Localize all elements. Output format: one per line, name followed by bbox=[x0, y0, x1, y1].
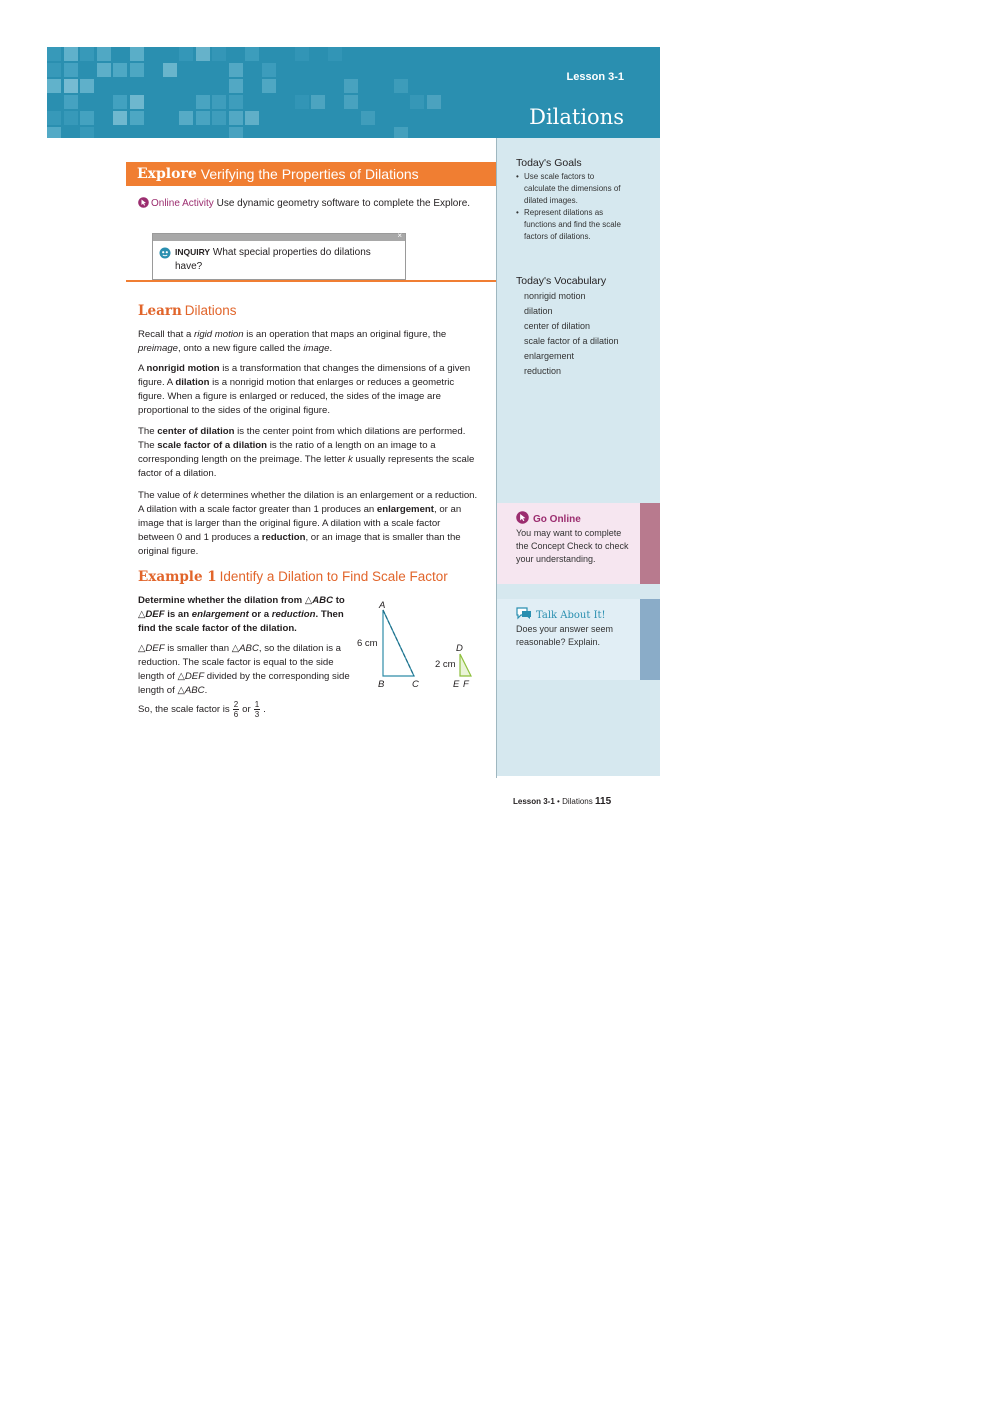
inquiry-label: INQUIRY bbox=[175, 247, 211, 257]
term-center-of-dilation: center of dilation bbox=[157, 426, 235, 437]
banner-tile bbox=[262, 63, 276, 77]
page-number: 115 bbox=[595, 796, 612, 807]
footer-lesson: Lesson 3-1 bbox=[513, 797, 555, 806]
term-nonrigid-motion: nonrigid motion bbox=[146, 363, 220, 374]
banner-tile bbox=[410, 95, 424, 109]
banner-tile bbox=[311, 95, 325, 109]
label-c: C bbox=[412, 679, 419, 690]
banner-tile bbox=[212, 111, 226, 125]
or-word: or bbox=[242, 703, 251, 715]
banner-tile bbox=[80, 111, 94, 125]
word-enlargement: enlargement bbox=[191, 609, 249, 620]
triangle-abc: △ABC bbox=[304, 595, 334, 606]
talk-about-it-callout bbox=[497, 599, 640, 680]
triangle-def: △DEF bbox=[138, 643, 165, 654]
explore-header bbox=[126, 162, 497, 186]
banner-tile bbox=[97, 47, 111, 61]
term-image: image bbox=[303, 343, 330, 354]
text-run: Determine whether the dilation from bbox=[138, 595, 305, 606]
inquiry-question bbox=[175, 245, 400, 274]
goal-item: • Use scale factors to calculate the dimensions of dilated images. bbox=[516, 171, 628, 207]
text-run: . bbox=[329, 343, 333, 354]
banner-tile bbox=[229, 79, 243, 93]
banner-tile bbox=[130, 63, 144, 77]
banner-tile bbox=[344, 79, 358, 93]
online-activity bbox=[138, 197, 478, 213]
vocab-item: scale factor of a dilation bbox=[524, 336, 619, 346]
vocab-item: nonrigid motion bbox=[524, 291, 586, 301]
text-run: . bbox=[204, 685, 208, 696]
banner-tile bbox=[394, 127, 408, 138]
triangle-def-shape bbox=[460, 654, 471, 676]
banner-tile bbox=[47, 79, 61, 93]
text-run: or a bbox=[248, 609, 272, 620]
triangle-abc: △ABC bbox=[231, 643, 259, 654]
triangle-abc: △ABC bbox=[177, 685, 205, 696]
banner-tile bbox=[427, 95, 441, 109]
text-run: determines whether the dilation is an enlargement or a reduction. A dilation with a scale factor greater than 1 produces an bbox=[138, 490, 478, 515]
term-scale-factor: scale factor of a dilation bbox=[157, 440, 268, 451]
dilation-figure bbox=[350, 596, 480, 692]
text-run: The value of bbox=[138, 490, 194, 501]
banner-tile bbox=[196, 111, 210, 125]
banner-tile bbox=[212, 95, 226, 109]
text-run: to bbox=[333, 595, 345, 606]
close-icon[interactable]: × bbox=[397, 231, 402, 240]
inquiry-titlebar bbox=[153, 231, 405, 241]
banner-tile bbox=[229, 63, 243, 77]
period: . bbox=[263, 703, 266, 715]
vocab-item: reduction bbox=[524, 366, 562, 376]
term-preimage: preimage bbox=[138, 343, 178, 354]
example-prompt bbox=[138, 594, 363, 636]
banner-tile bbox=[295, 95, 309, 109]
banner-tile bbox=[113, 111, 127, 125]
banner-tile bbox=[229, 127, 243, 138]
goals-heading: Today's Goals bbox=[516, 157, 582, 169]
text-run: is an bbox=[164, 609, 192, 620]
banner-tile bbox=[113, 63, 127, 77]
banner-tile bbox=[113, 95, 127, 109]
footer-separator: • bbox=[557, 797, 560, 806]
banner-tile bbox=[245, 47, 259, 61]
explore-keyword: Explore bbox=[137, 166, 197, 182]
footer-title: Dilations bbox=[562, 797, 593, 806]
label-d: D bbox=[456, 643, 463, 654]
banner-tile bbox=[262, 79, 276, 93]
talk-text: Does your answer seem reasonable? Explain. bbox=[516, 624, 614, 647]
vocab-heading: Today's Vocabulary bbox=[516, 275, 607, 287]
banner-tile bbox=[229, 111, 243, 125]
go-online-tab bbox=[640, 503, 660, 584]
text-run: is the ratio of a length on an image to a corresponding length on the preimage. The letter bbox=[138, 440, 436, 465]
banner-tile bbox=[229, 95, 243, 109]
text-run: , so the dilation is a reduction. The scale factor is equal to the side length of bbox=[138, 643, 342, 682]
talk-bubble-icon bbox=[516, 607, 532, 624]
sidebar-divider bbox=[496, 138, 497, 778]
label-e: E bbox=[453, 679, 460, 690]
banner-tile bbox=[328, 47, 342, 61]
text-run: The bbox=[138, 426, 158, 437]
banner-tile bbox=[344, 95, 358, 109]
fraction-two-sixths bbox=[233, 700, 239, 719]
banner-tile bbox=[361, 111, 375, 125]
fraction-one-third bbox=[254, 700, 260, 719]
side-length-6cm: 6 cm bbox=[357, 638, 378, 649]
explore-title: Verifying the Properties of Dilations bbox=[200, 166, 419, 182]
banner-tile bbox=[64, 63, 78, 77]
text-run: A bbox=[138, 363, 147, 374]
banner-tile bbox=[130, 111, 144, 125]
banner-tile bbox=[80, 127, 94, 138]
banner-tile bbox=[179, 111, 193, 125]
banner-tile bbox=[245, 111, 259, 125]
banner-tile bbox=[196, 47, 210, 61]
inquiry-box bbox=[152, 233, 406, 280]
banner-tile bbox=[64, 95, 78, 109]
explore-divider bbox=[126, 280, 497, 282]
learn-keyword: Learn bbox=[138, 303, 182, 319]
banner-tile bbox=[64, 79, 78, 93]
text-run: , onto a new figure called the bbox=[178, 343, 304, 354]
banner-tile bbox=[80, 79, 94, 93]
learn-paragraph-1 bbox=[138, 328, 478, 356]
vocab-list bbox=[524, 289, 619, 379]
text-run: divided by the corresponding side length of bbox=[138, 671, 350, 696]
conclusion-text: So, the scale factor is bbox=[138, 703, 230, 715]
example-answer bbox=[138, 642, 353, 698]
vocab-item: enlargement bbox=[524, 351, 575, 361]
text-run: is an operation that maps an original figure, the bbox=[243, 329, 447, 340]
fraction-numerator: 2 bbox=[233, 700, 239, 709]
talk-tab bbox=[640, 599, 660, 680]
inquiry-icon bbox=[159, 246, 171, 264]
banner-tile bbox=[130, 95, 144, 109]
example-keyword: Example 1 bbox=[138, 569, 217, 585]
term-reduction: reduction bbox=[261, 532, 306, 543]
banner-tile bbox=[196, 95, 210, 109]
example-header bbox=[138, 569, 448, 585]
text-run: . Then find the scale factor of the dilation. bbox=[138, 609, 344, 634]
banner-tile bbox=[394, 79, 408, 93]
text-run: is a nonrigid motion that enlarges or reduces a geometric figure. When a figure is enlarged or reduced, the sides of the image are proportional to the sides of the original figure. bbox=[138, 377, 455, 416]
banner-tile bbox=[179, 47, 193, 61]
online-activity-text: Use dynamic geometry software to complete the Explore. bbox=[216, 198, 471, 209]
inquiry-text: What special properties do dilations have? bbox=[175, 247, 371, 272]
online-activity-link[interactable]: Online Activity bbox=[151, 198, 214, 209]
banner-tile bbox=[47, 111, 61, 125]
variable-k: k bbox=[347, 454, 353, 465]
banner-tile bbox=[47, 47, 61, 61]
goal-item: • Represent dilations as functions and find the scale factors of dilations. bbox=[516, 207, 628, 243]
banner-tile bbox=[47, 63, 61, 77]
banner-tile bbox=[47, 127, 61, 138]
banner-tile bbox=[97, 63, 111, 77]
cursor-icon bbox=[138, 197, 149, 213]
go-online-title: Go Online bbox=[533, 514, 581, 525]
lesson-label: Lesson 3-1 bbox=[566, 71, 624, 83]
term-dilation: dilation bbox=[175, 377, 210, 388]
label-b: B bbox=[378, 679, 385, 690]
label-a: A bbox=[379, 600, 386, 611]
label-f: F bbox=[463, 679, 469, 690]
text-run: Recall that a bbox=[138, 329, 194, 340]
banner-tile bbox=[130, 47, 144, 61]
header-banner bbox=[47, 47, 660, 138]
learn-title: Dilations bbox=[184, 303, 237, 318]
fraction-denominator: 3 bbox=[254, 710, 260, 719]
lesson-title: Dilations bbox=[529, 105, 624, 129]
learn-paragraph-4 bbox=[138, 489, 478, 559]
text-run: is a transformation that changes the dimensions of a given figure. A bbox=[138, 363, 471, 388]
talk-title-row bbox=[516, 607, 606, 624]
banner-tile bbox=[64, 111, 78, 125]
banner-tile bbox=[64, 47, 78, 61]
variable-k: k bbox=[193, 490, 199, 501]
banner-tile bbox=[212, 47, 226, 61]
example-conclusion bbox=[138, 700, 266, 719]
banner-tile bbox=[80, 47, 94, 61]
learn-paragraph-3 bbox=[138, 425, 478, 481]
word-reduction: reduction bbox=[271, 609, 316, 620]
text-run: is smaller than bbox=[164, 643, 232, 654]
go-online-title-row bbox=[516, 511, 581, 528]
go-online-callout[interactable] bbox=[497, 503, 640, 584]
fraction-numerator: 1 bbox=[254, 700, 260, 709]
side-length-2cm: 2 cm bbox=[435, 659, 456, 670]
term-rigid-motion: rigid motion bbox=[194, 329, 244, 340]
triangle-def: △DEF bbox=[177, 671, 205, 682]
triangle-def: △DEF bbox=[138, 609, 165, 620]
go-online-text: You may want to complete the Concept Check to check your understanding. bbox=[516, 528, 629, 564]
example-title: Identify a Dilation to Find Scale Factor bbox=[219, 569, 448, 584]
vocab-item: dilation bbox=[524, 306, 553, 316]
page-footer bbox=[513, 796, 611, 807]
learn-paragraph-2 bbox=[138, 362, 478, 418]
cursor-icon bbox=[516, 511, 529, 528]
goals-list bbox=[516, 171, 628, 243]
banner-tile bbox=[163, 63, 177, 77]
talk-title: Talk About It! bbox=[536, 610, 606, 621]
text-run: usually represents the scale factor of a dilation. bbox=[138, 454, 475, 479]
text-run: , or an image that is smaller than the original figure. bbox=[138, 532, 461, 557]
text-run: , or an image that is larger than the original figure. A dilation with a scale factor between 0 and 1 produces a bbox=[138, 504, 462, 543]
banner-tile bbox=[295, 47, 309, 61]
learn-header bbox=[138, 303, 237, 319]
fraction-denominator: 6 bbox=[233, 710, 239, 719]
vocab-item: center of dilation bbox=[524, 321, 591, 331]
term-enlargement: enlargement bbox=[376, 504, 434, 515]
text-run: is the center point from which dilations are performed. The bbox=[138, 426, 466, 451]
